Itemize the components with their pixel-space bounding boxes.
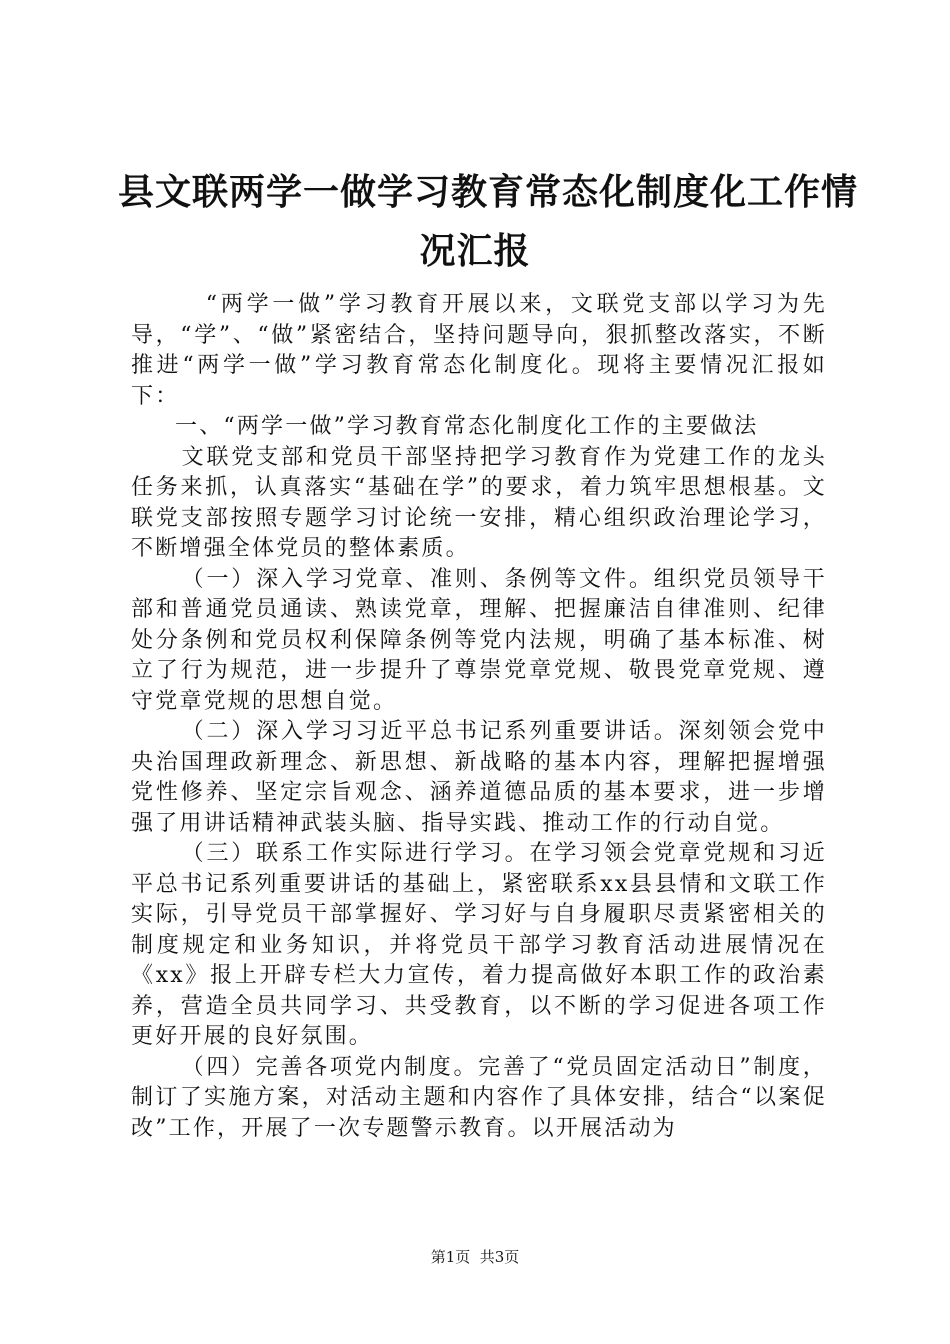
document-title-line-1: 县文联两学一做学习教育常态化制度化工作情 [118,171,859,213]
paragraph-item-4: （四）完善各项党内制度。完善了“党员固定活动日”制度，制订了实施方案，对活动主题和内容作了具体安排，结合“以案促改”工作，开展了一次专题警示教育。以开展活动为 [131,1054,827,1141]
document-body [131,290,827,1144]
document-title-line-2: 况汇报 [419,230,531,272]
paragraph-overview: 文联党支部和党员干部坚持把学习教育作为党建工作的龙头任务来抓，认真落实“基础在学”的要求，着力筑牢思想根基。文联党支部按照专题学习讨论统一安排，精心组织政治理论学习，不断增强全体党员的整体素质。 [131,444,827,561]
section-heading-1: 一、“两学一做”学习教育常态化制度化工作的主要做法 [175,414,759,439]
paragraph-intro: “两学一做”学习教育开展以来，文联党支部以学习为先导，“学”、“做”紧密结合，坚持问题导向，狠抓整改落实，不断推进“两学一做”学习教育常态化制度化。现将主要情况汇报如下： [131,292,827,409]
page-footer: 第1页 共3页 [430,1248,520,1266]
paragraph-item-3: （三）联系工作实际进行学习。在学习领会党章党规和习近平总书记系列重要讲话的基础上，紧密联系xx县县情和文联工作实际，引导党员干部掌握好、学习好与自身履职尽责紧密相关的制度规定和业务知识，并将党员干部学习教育活动进展情况在《xx》报上开辟专栏大力宣传，着力提高做好本职工作的政治素养，营造全员共同学习、共受教育，以不断的学习促进各项工作更好开展的良好氛围。 [131,841,827,1049]
paragraph-item-2: （二）深入学习习近平总书记系列重要讲话。深刻领会党中央治国理政新理念、新思想、新战略的基本内容，理解把握增强党性修养、坚定宗旨观念、涵养道德品质的基本要求，进一步增强了用讲话精神武装头脑、指导实践、推动工作的行动自觉。 [131,719,827,836]
paragraph-item-1: （一）深入学习党章、准则、条例等文件。组织党员领导干部和普通党员通读、熟读党章，理解、把握廉洁自律准则、纪律处分条例和党员权利保障条例等党内法规，明确了基本标准、树立了行为规范，进一步提升了尊崇党章党规、敬畏党章党规、遵守党章党规的思想自觉。 [131,566,827,714]
